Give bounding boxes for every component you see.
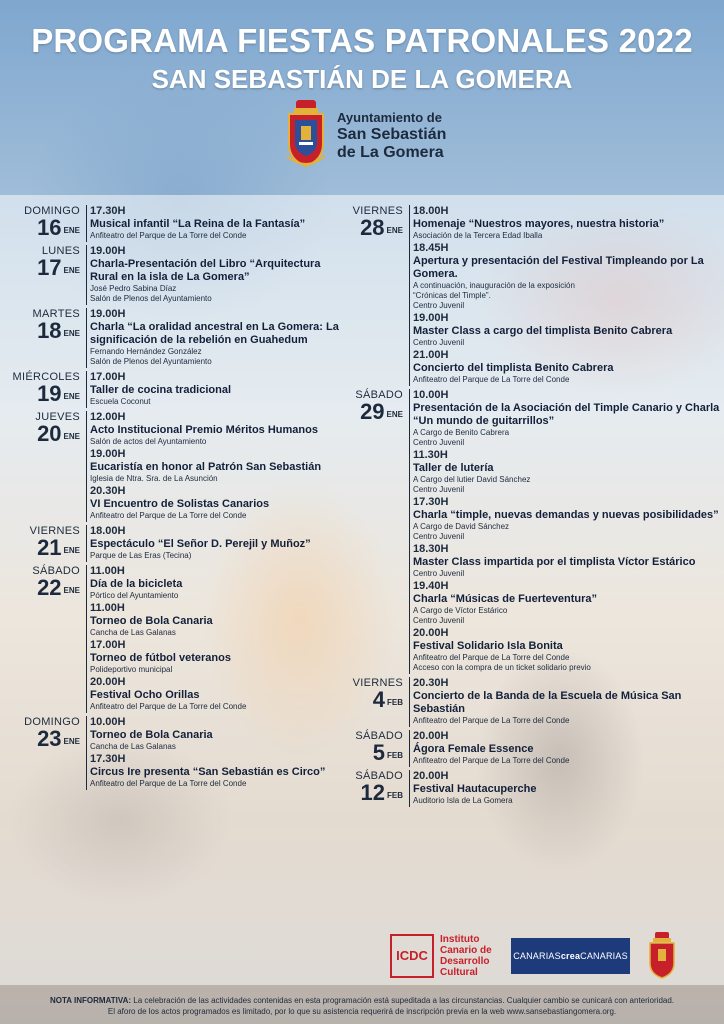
coat-of-arms-icon [283,98,329,170]
day-name: MARTES [32,308,80,320]
program-day [0,205,345,242]
day-events [86,245,345,305]
day-name: LUNES [41,245,80,257]
event-title: Festival Hautacuperche [413,783,537,795]
day-name: SÁBADO [32,565,80,577]
nota-text-1: La celebración de las actividades contenidas en esta programación está supeditada a las circunstancias. Cualquier cambio se cunicará con anterioridad. [133,996,675,1005]
event-title: Presentación de la Asociación del Timple Canario y Charla “Un mundo de guitarrillos” [413,402,720,427]
event-title: Eucaristía en honor al Patrón San Sebastián [90,461,322,473]
event-item [413,677,724,726]
event-item [90,245,345,304]
program-day [345,389,724,674]
day-number: 29 [360,399,385,424]
ccc-pre: CANARIAS [513,951,561,961]
day-date [345,770,409,807]
event-title: Torneo de Bola Canaria [90,615,213,627]
day-events [409,677,724,727]
event-detail: A Cargo de Víctor Estárico [413,606,508,615]
day-name: VIERNES [29,525,80,537]
day-month: FEB [387,751,403,761]
event-title: Taller de lutería [413,462,494,474]
event-time: 17.30H [413,496,449,508]
event-detail: Cancha de Las Galanas [90,742,176,751]
event-item [413,205,724,241]
day-date [0,716,86,790]
event-item [413,389,724,448]
day-number: 22 [37,575,62,600]
event-detail: A continuación, inauguración de la exposición [413,281,575,290]
poster-title: PROGRAMA FIESTAS PATRONALES 2022 [31,22,693,59]
event-detail: Fernando Hernández González [90,347,202,356]
icdc-text-line: Cultural [440,967,478,978]
icdc-text-line: Instituto [440,934,480,945]
day-date [0,411,86,522]
ccc-mid: crea [560,951,581,961]
event-item [413,770,724,806]
event-detail: Acceso con la compra de un ticket solidario previo [413,663,591,672]
event-item [90,371,345,407]
event-title: Apertura y presentación del Festival Timpleando por La Gomera. [413,255,704,280]
event-detail: A Cargo de David Sánchez [413,522,510,531]
day-month: ENE [63,266,80,276]
program-day [0,525,345,562]
day-events [409,389,724,674]
day-month: ENE [386,410,403,420]
event-detail: Anfiteatro del Parque de La Torre del Conde [90,511,247,520]
ccc-post: CANARIAS [580,951,628,961]
event-detail: A Cargo de Benito Cabrera [413,428,510,437]
event-title: Día de la bicicleta [90,578,183,590]
event-time: 20.30H [413,677,449,689]
day-name: SÁBADO [355,389,403,401]
day-name: VIERNES [352,677,403,689]
day-number: 20 [37,421,62,446]
ayuntamiento-line: de La Gomera [337,144,444,161]
program-day [0,716,345,790]
nota-line-2: El aforo de los actos programados es limitado, por lo que su asistencia requerirá de inscripción previa en la web www.sansebastiangomera.org. [107,1007,617,1016]
nota-informativa [0,995,724,1017]
event-detail: Centro Juvenil [413,301,465,310]
program-day [0,371,345,408]
event-detail: “Crónicas del Timple”. [413,291,491,300]
event-detail: Auditorio Isla de La Gomera [413,796,513,805]
icdc-logo: ICDC [390,934,434,978]
ayuntamiento-line: San Sebastián [337,126,447,143]
nota-line-1 [0,995,724,1006]
event-time: 19.00H [413,312,449,324]
event-item [413,449,724,495]
day-month: ENE [63,737,80,747]
event-time: 20.30H [90,485,126,497]
event-item [413,496,724,542]
event-time: 19.40H [413,580,449,592]
event-item [90,676,345,712]
event-time: 19.00H [90,245,126,257]
program-day [345,770,724,807]
day-name: SÁBADO [355,770,403,782]
event-title: VI Encuentro de Solistas Canarios [90,498,270,510]
day-events [409,730,724,767]
event-detail: Centro Juvenil [413,338,465,347]
event-detail: Pórtico del Ayuntamiento [90,591,179,600]
event-title: Concierto del timplista Benito Cabrera [413,362,614,374]
program-day [345,677,724,727]
day-number: 23 [37,726,62,751]
event-detail: Anfiteatro del Parque de La Torre del Conde [413,716,570,725]
event-item [90,639,345,675]
event-detail: Anfiteatro del Parque de La Torre del Conde [413,756,570,765]
event-item [90,448,345,484]
event-time: 10.00H [413,389,449,401]
day-number: 4 [372,687,385,712]
event-detail: Salón de actos del Ayuntamiento [90,437,207,446]
event-time: 11.00H [90,602,125,614]
event-title: Festival Ocho Orillas [90,689,200,701]
day-events [86,565,345,713]
event-item [90,716,345,752]
day-month: ENE [63,432,80,442]
day-date [0,205,86,242]
event-time: 17.00H [90,639,126,651]
event-time: 20.00H [413,730,449,742]
program-day [0,565,345,713]
event-title: Ágora Female Essence [413,743,534,755]
coat-of-arms-small-icon [646,931,678,979]
event-time: 18.00H [413,205,449,217]
event-detail: Asociación de la Tercera Edad Iballa [413,231,543,240]
program-column-left [0,205,345,793]
event-time: 11.00H [90,565,125,577]
event-time: 18.45H [413,242,449,254]
event-time: 21.00H [413,349,449,361]
event-item [90,205,345,241]
event-title: Acto Institucional Premio Méritos Humanos [90,424,318,436]
icdc-logo-text [440,934,492,978]
event-detail: José Pedro Sabina Díaz [90,284,177,293]
day-events [86,716,345,790]
event-detail: Anfiteatro del Parque de La Torre del Conde [90,779,247,788]
day-events [86,205,345,242]
day-name: MIÉRCOLES [12,371,80,383]
day-month: ENE [386,226,403,236]
day-month: FEB [387,791,403,801]
event-time: 19.00H [90,308,126,320]
program-column-right [345,205,724,810]
day-date [0,245,86,305]
day-name: VIERNES [352,205,403,217]
day-date [345,205,409,386]
event-time: 20.00H [90,676,126,688]
event-detail: Anfiteatro del Parque de La Torre del Conde [90,702,247,711]
event-detail: Cancha de Las Galanas [90,628,176,637]
day-date [0,565,86,713]
event-title: Torneo de Bola Canaria [90,729,213,741]
day-date [345,677,409,727]
day-events [86,411,345,522]
event-title: Espectáculo “El Señor D. Perejil y Muñoz” [90,538,311,550]
event-time: 10.00H [90,716,126,728]
event-title: Master Class impartida por el timplista Víctor Estárico [413,556,696,568]
day-month: ENE [63,586,80,596]
day-name: DOMINGO [24,205,80,217]
nota-label: NOTA INFORMATIVA: [49,996,132,1005]
event-title: Circus Ire presenta “San Sebastián es Circo” [90,766,326,778]
event-title: Homenaje “Nuestros mayores, nuestra historia” [413,218,665,230]
day-events [86,308,345,368]
event-detail: Centro Juvenil [413,616,465,625]
event-time: 20.00H [413,627,449,639]
event-time: 17.30H [90,753,126,765]
event-detail: Anfiteatro del Parque de La Torre del Conde [413,375,570,384]
program-day [345,730,724,767]
event-title: Musical infantil “La Reina de la Fantasía” [90,218,306,230]
program-day [0,245,345,305]
day-date [345,730,409,767]
day-name: DOMINGO [24,716,80,728]
ayuntamiento-line: Ayuntamiento de [337,110,442,125]
day-name: SÁBADO [355,730,403,742]
program-day [0,411,345,522]
event-item [90,525,345,561]
event-title: Charla “La oralidad ancestral en La Gomera: La significación de la rebelión en Guahedum [90,321,339,346]
event-time: 12.00H [90,411,126,423]
event-item [90,753,345,789]
event-detail: Salón de Plenos del Ayuntamiento [90,294,212,303]
day-number: 5 [372,740,385,765]
event-time: 11.30H [413,449,448,461]
event-title: Torneo de fútbol veteranos [90,652,231,664]
event-title: Charla “Músicas de Fuerteventura” [413,593,598,605]
event-item [413,580,724,626]
event-item [90,308,345,367]
day-date [0,308,86,368]
poster-subtitle: SAN SEBASTIÁN DE LA GOMERA [151,64,573,94]
day-number: 21 [37,535,62,560]
day-number: 12 [360,780,385,805]
event-title: Festival Solidario Isla Bonita [413,640,563,652]
header [0,0,724,195]
event-time: 17.30H [90,205,126,217]
day-events [409,205,724,386]
day-month: FEB [387,698,403,708]
event-time: 19.00H [90,448,126,460]
event-title: Charla-Presentación del Libro “Arquitectura Rural en la isla de La Gomera” [90,258,321,283]
event-time: 18.00H [90,525,126,537]
icdc-text-line: Desarrollo [440,956,490,967]
icdc-text-line: Canario de [440,945,492,956]
day-month: ENE [63,392,80,402]
day-date [0,371,86,408]
program-day [0,308,345,368]
day-number: 28 [360,215,385,240]
event-detail: Anfiteatro del Parque de La Torre del Conde [90,231,247,240]
event-item [413,349,724,385]
event-detail: Centro Juvenil [413,485,465,494]
day-month: ENE [63,226,80,236]
event-item [413,312,724,348]
day-events [409,770,724,807]
day-events [86,525,345,562]
day-month: ENE [63,329,80,339]
event-detail: Iglesia de Ntra. Sra. de La Asunción [90,474,218,483]
event-detail: Parque de Las Eras (Tecina) [90,551,192,560]
event-item [90,565,345,601]
day-name: JUEVES [35,411,80,423]
event-time: 20.00H [413,770,449,782]
day-number: 19 [37,381,62,406]
day-month: ENE [63,546,80,556]
event-detail: Salón de Plenos del Ayuntamiento [90,357,212,366]
event-detail: Centro Juvenil [413,438,465,447]
day-events [86,371,345,408]
day-number: 17 [37,255,62,280]
event-item [413,543,724,579]
event-time: 17.00H [90,371,126,383]
event-detail: Centro Juvenil [413,569,465,578]
event-item [413,730,724,766]
event-item [413,242,724,311]
day-number: 16 [37,215,62,240]
event-detail: Polideportivo municipal [90,665,173,674]
event-item [413,627,724,673]
day-date [345,389,409,674]
canarias-crea-canarias-logo [511,938,630,974]
event-title: Taller de cocina tradicional [90,384,232,396]
event-item [90,411,345,447]
event-title: Master Class a cargo del timplista Benito Cabrera [413,325,673,337]
event-detail: Centro Juvenil [413,532,465,541]
event-item [90,602,345,638]
program-day [345,205,724,386]
event-detail: Escuela Coconut [90,397,151,406]
event-title: Concierto de la Banda de la Escuela de Música San Sebastián [413,690,682,715]
event-title: Charla “timple, nuevas demandas y nuevas posibilidades” [413,509,719,521]
event-detail: Anfiteatro del Parque de La Torre del Conde [413,653,570,662]
day-number: 18 [37,318,62,343]
event-time: 18.30H [413,543,449,555]
day-date [0,525,86,562]
event-detail: A Cargo del lutier David Sánchez [413,475,531,484]
event-item [90,485,345,521]
ayuntamiento-label [337,110,446,162]
